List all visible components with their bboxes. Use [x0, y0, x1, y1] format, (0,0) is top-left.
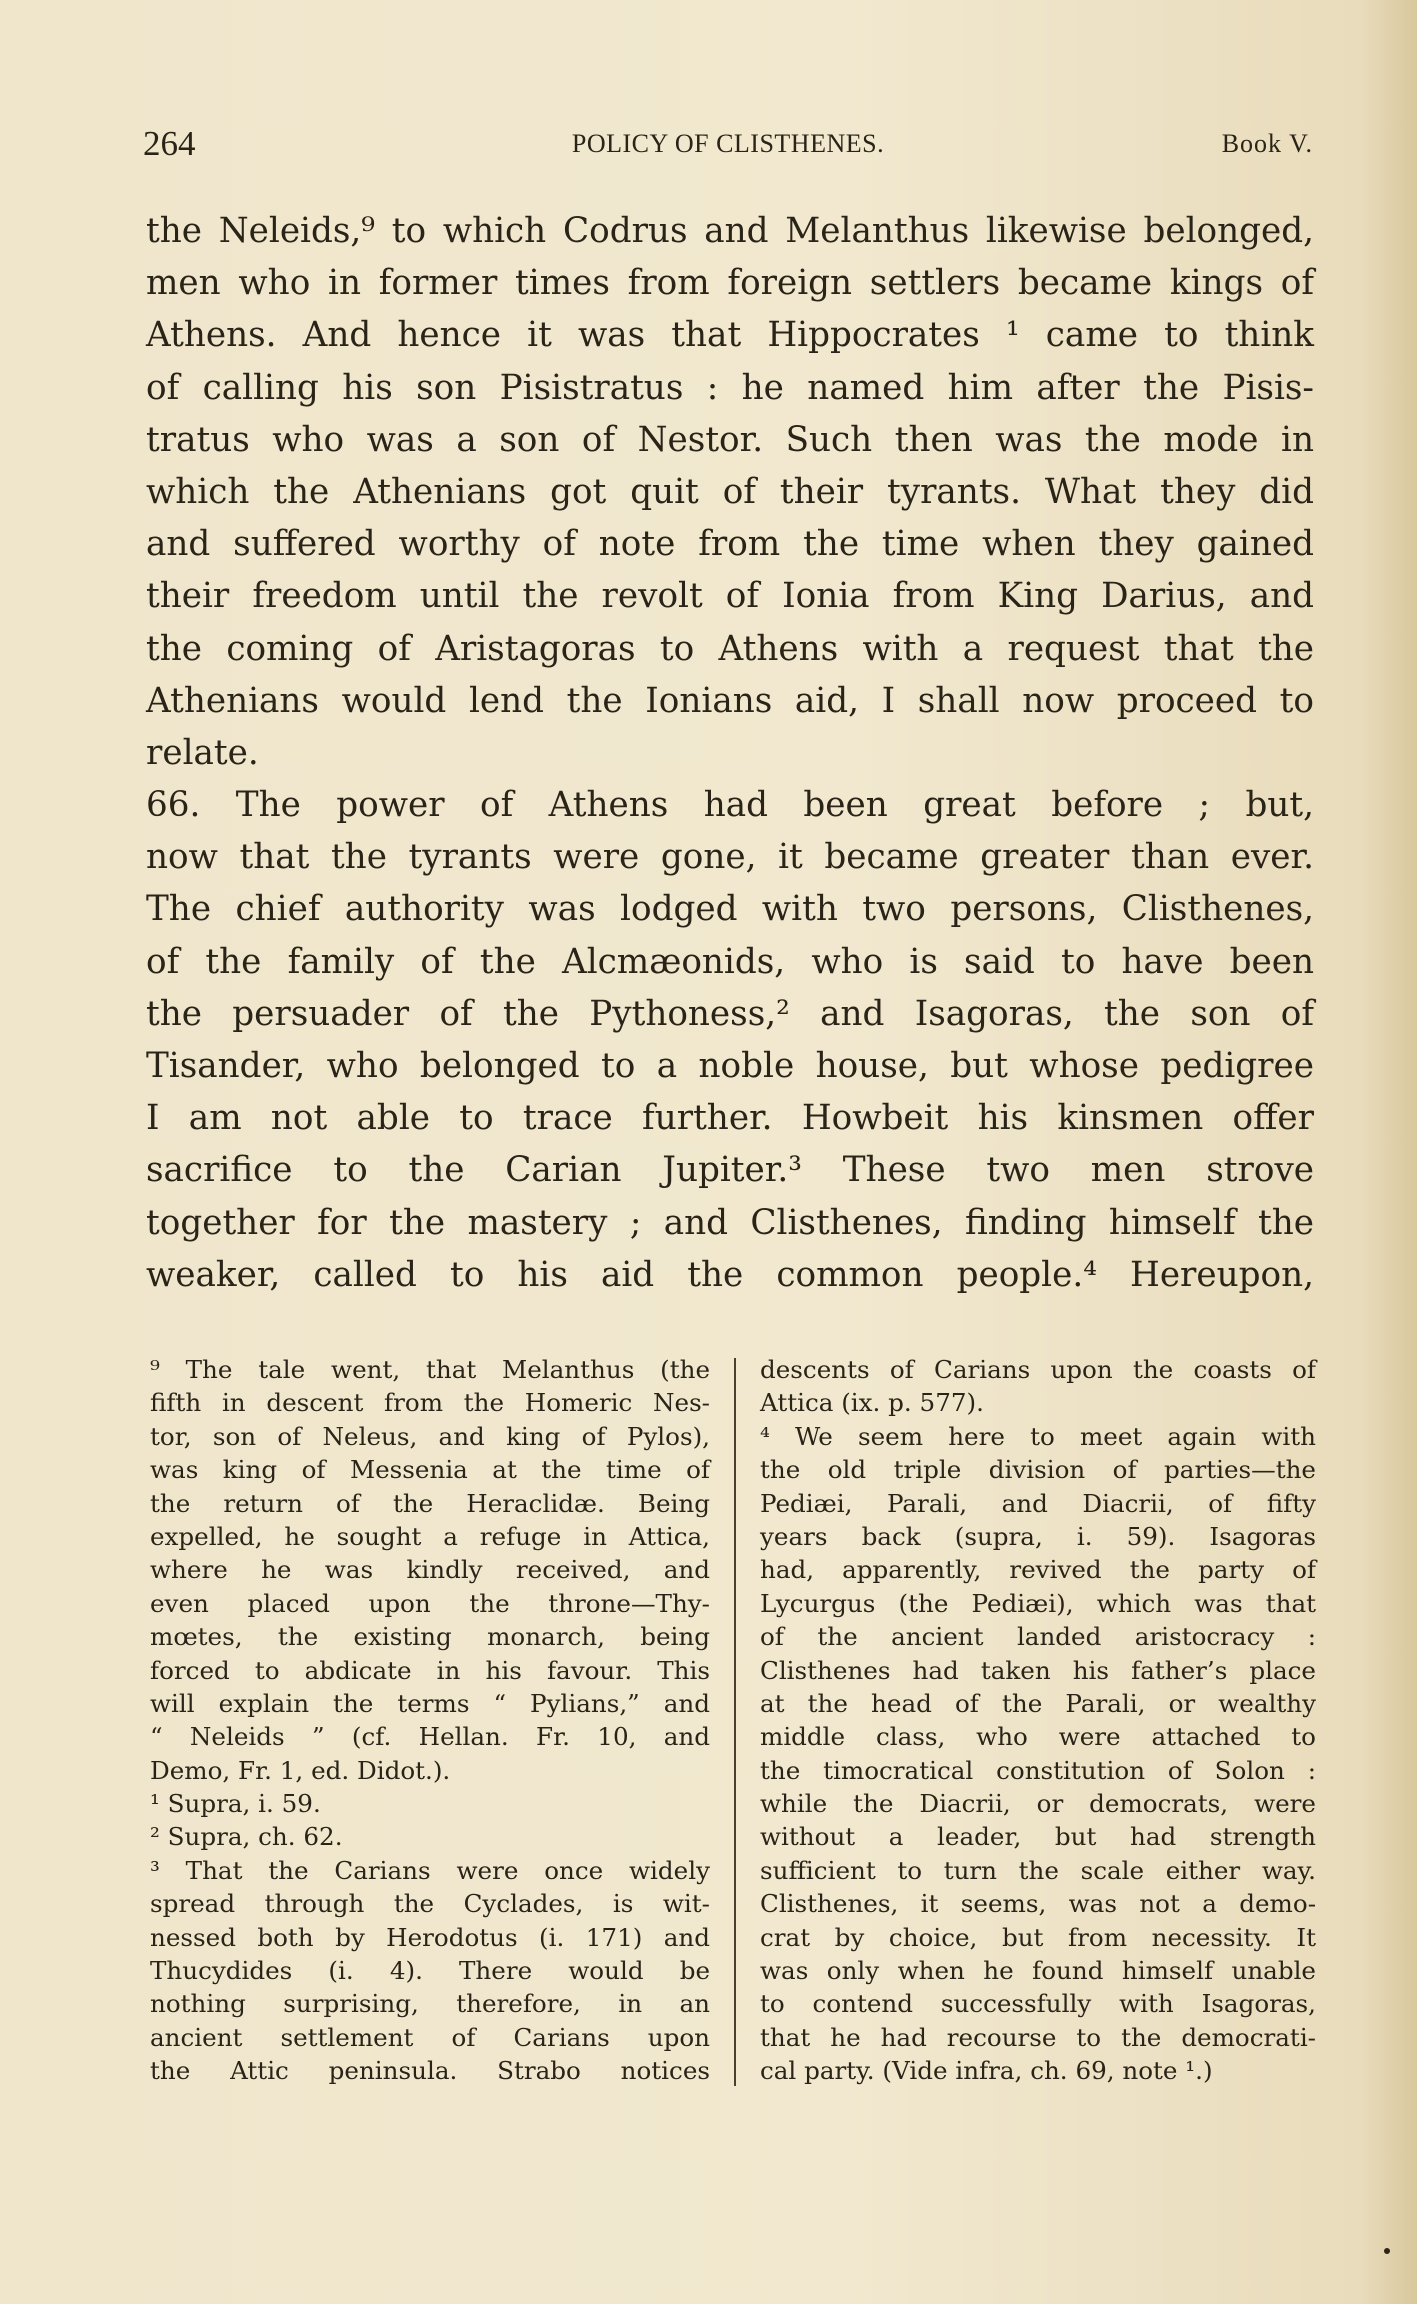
footnote-line: “ Neleids ” (cf. Hellan. Fr. 10, and — [150, 1722, 710, 1752]
footnote-line: crat by choice, but from necessity. It — [760, 1922, 1316, 1952]
text-line: the persuader of the Pythoness,² and Isagoras, the son of — [146, 993, 1314, 1034]
text-line: the Neleids,⁹ to which Codrus and Melanthus likewise belonged, — [146, 211, 1314, 251]
text-line: and suffered worthy of note from the time when they gained — [146, 524, 1314, 565]
main-text — [146, 205, 1314, 1301]
text-line: relate. — [146, 732, 259, 773]
footnote-line: to contend successfully with Isagoras, — [760, 1989, 1316, 2019]
text-line: The chief authority was lodged with two persons, Clisthenes, — [146, 889, 1314, 930]
footnote-line: was only when he found himself unable — [760, 1956, 1316, 1986]
footnote-line: mœtes, the existing monarch, being — [150, 1622, 710, 1652]
text-line: Athenians would lend the Ionians aid, I shall now proceed to — [146, 680, 1314, 721]
footnote-line: forced to abdicate in his favour. This — [150, 1655, 710, 1685]
running-title: POLICY OF CLISTHENES. — [571, 129, 885, 158]
section-66-start: 66. The power of Athens had been great before ; but, — [146, 785, 1314, 826]
footnote-line: Demo, Fr. 1, ed. Didot.). — [150, 1755, 451, 1785]
footnote-line: ancient settlement of Carians upon — [150, 2022, 710, 2052]
footnote-line: spread through the Cyclades, is wit- — [150, 1889, 710, 1919]
footnote-line: expelled, he sought a refuge in Attica, — [150, 1521, 710, 1551]
footnote-line: that he had recourse to the democrati- — [760, 2022, 1316, 2052]
footnote-line: Thucydides (i. 4). There would be — [150, 1956, 710, 1986]
footnote-line: ² Supra, ch. 62. — [150, 1822, 343, 1852]
footnote-line: was king of Messenia at the time of — [150, 1455, 710, 1485]
text-line: Tisander, who belonged to a noble house, but whose pedigree — [146, 1046, 1314, 1086]
text-line: of the family of the Alcmæonids, who is said to have been — [146, 941, 1314, 982]
column-divider — [734, 1358, 736, 2086]
running-header — [143, 124, 1313, 166]
footnote-line: the return of the Heraclidæ. Being — [150, 1488, 710, 1518]
footnote-line: the timocratical constitution of Solon : — [760, 1755, 1316, 1785]
book-label: Book V. — [1221, 129, 1313, 158]
text-line: the coming of Aristagoras to Athens with a request that the — [146, 628, 1314, 669]
footnote-line: Lycurgus (the Pediæi), which was that — [760, 1588, 1316, 1618]
text-line: sacrifice to the Carian Jupiter.³ These two men strove — [146, 1150, 1314, 1191]
text-line: weaker, called to his aid the common people.⁴ Hereupon, — [146, 1254, 1314, 1295]
footnote-line: Pediæi, Parali, and Diacrii, of fifty — [760, 1488, 1316, 1518]
footnote-line: ⁴ We seem here to meet again with — [760, 1421, 1316, 1451]
footnotes-left-column — [150, 1353, 710, 2088]
footnote-line: had, apparently, revived the party of — [760, 1555, 1316, 1585]
text-line: their freedom until the revolt of Ionia from King Darius, and — [146, 576, 1314, 617]
footnote-line: the old triple division of parties—the — [760, 1455, 1316, 1485]
footnote-line: Clisthenes, it seems, was not a demo- — [760, 1889, 1316, 1919]
text-line: I am not able to trace further. Howbeit his kinsmen offer — [146, 1098, 1314, 1139]
footnote-line: nessed both by Herodotus (i. 171) and — [150, 1922, 710, 1952]
footnote-line: will explain the terms “ Pylians,” and — [150, 1688, 710, 1718]
footnote-line: fifth in descent from the Homeric Nes- — [150, 1388, 710, 1418]
text-line: together for the mastery ; and Clisthenes, finding himself the — [146, 1202, 1314, 1243]
footnote-line: where he was kindly received, and — [150, 1555, 710, 1585]
footnote-line: cal party. (Vide infra, ch. 69, note ¹.) — [760, 2056, 1213, 2086]
text-line: of calling his son Pisistratus : he named him after the Pisis- — [146, 367, 1314, 408]
text-line: tratus who was a son of Nestor. Such then was the mode in — [146, 419, 1314, 460]
footnote-line: while the Diacrii, or democrats, were — [760, 1789, 1316, 1819]
footnote-line: descents of Carians upon the coasts of — [760, 1355, 1316, 1384]
footnote-line: ³ That the Carians were once widely — [150, 1855, 710, 1885]
text-line: Athens. And hence it was that Hippocrates ¹ came to think — [146, 315, 1314, 356]
footnote-line: even placed upon the throne—Thy- — [150, 1588, 710, 1618]
page-number: 264 — [143, 124, 196, 163]
footnote-line: Attica (ix. p. 577). — [760, 1388, 984, 1418]
ink-speck — [1384, 2248, 1390, 2254]
text-line: now that the tyrants were gone, it became greater than ever. — [146, 837, 1314, 878]
footnote-line: ⁹ The tale went, that Melanthus (the — [150, 1355, 710, 1384]
footnote-line: at the head of the Parali, or wealthy — [760, 1688, 1316, 1718]
footnote-line: the Attic peninsula. Strabo notices — [150, 2056, 710, 2086]
footnote-line: Clisthenes had taken his father’s place — [760, 1655, 1316, 1685]
footnotes-right-column — [760, 1353, 1316, 2088]
text-line: which the Athenians got quit of their tyrants. What they did — [146, 471, 1314, 512]
footnote-line: tor, son of Neleus, and king of Pylos), — [150, 1421, 710, 1451]
text-line: men who in former times from foreign settlers became kings of — [146, 263, 1314, 304]
footnote-line: ¹ Supra, i. 59. — [150, 1789, 321, 1819]
footnote-line: years back (supra, i. 59). Isagoras — [760, 1521, 1316, 1551]
footnote-line: sufficient to turn the scale either way. — [760, 1855, 1316, 1885]
footnote-line: without a leader, but had strength — [760, 1822, 1316, 1852]
footnote-line: middle class, who were attached to — [760, 1722, 1316, 1752]
footnote-line: of the ancient landed aristocracy : — [760, 1622, 1316, 1652]
footnote-line: nothing surprising, therefore, in an — [150, 1989, 710, 2019]
